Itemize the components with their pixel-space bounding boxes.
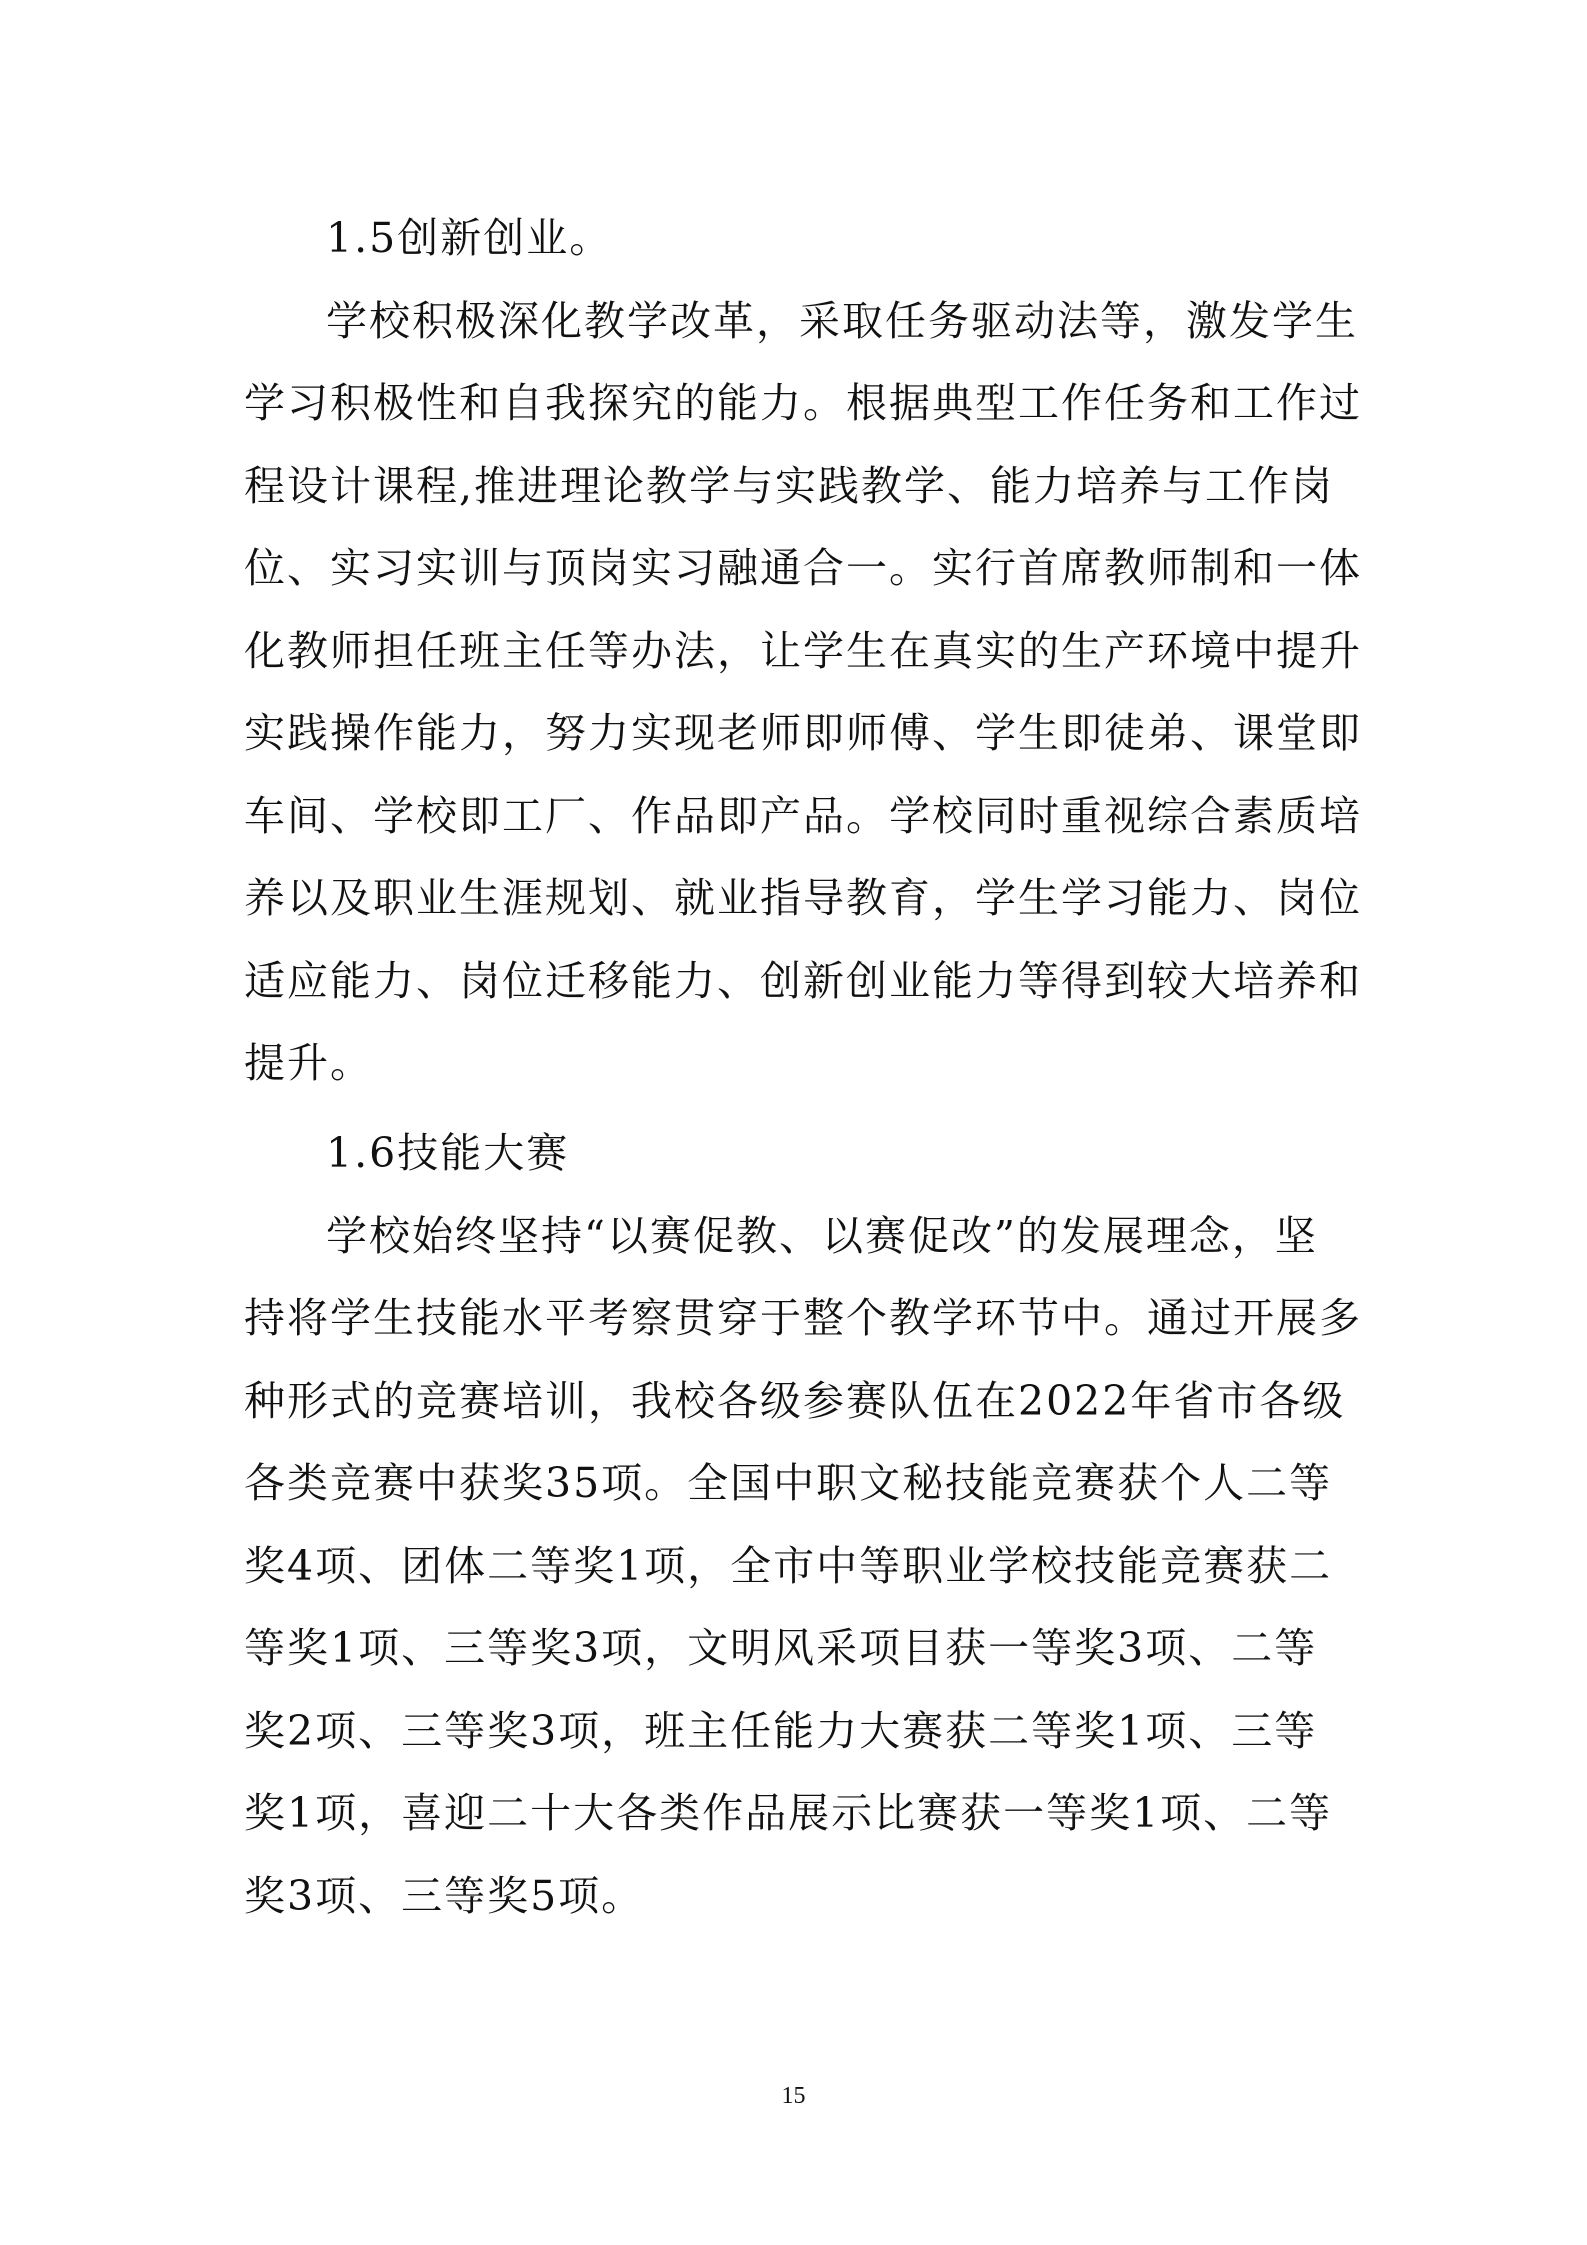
paragraph-line: 奖1项，喜迎二十大各类作品展示比赛获一等奖1项、二等: [244, 1789, 1333, 1837]
paragraph-line: 车间、学校即工厂、作品即产品。学校同时重视综合素质培: [244, 791, 1362, 840]
paragraph-line: 学校积极深化教学改革，采取任务驱动法等，激发学生: [326, 296, 1358, 345]
paragraph-line: 实践操作能力，努力实现老师即师傅、学生即徒弟、课堂即: [244, 709, 1362, 757]
paragraph-line: 适应能力、岗位迁移能力、创新创业能力等得到较大培养和: [244, 956, 1362, 1005]
paragraph-line: 种形式的竞赛培训，我校各级参赛队伍在2022年省市各级: [244, 1376, 1346, 1425]
paragraph-line: 持将学生技能水平考察贯穿于整个教学环节中。通过开展多: [244, 1294, 1362, 1342]
paragraph-line: 养以及职业生涯规划、就业指导教育，学生学习能力、岗位: [244, 874, 1362, 922]
paragraph-line: 提升。: [244, 1039, 373, 1087]
paragraph-line: 学习积极性和自我探究的能力。根据典型工作任务和工作过: [244, 379, 1362, 427]
paragraph-line: 化教师担任班主任等办法，让学生在真实的生产环境中提升: [244, 626, 1362, 675]
section-heading: 1.6技能大赛: [326, 1129, 570, 1177]
page-number: 15: [781, 2083, 806, 2109]
paragraph-line: 位、实习实训与顶岗实习融通合一。实行首席教师制和一体: [244, 544, 1362, 592]
paragraph-line: 程设计课程,推进理论教学与实践教学、能力培养与工作岗: [244, 461, 1335, 510]
paragraph-line: 奖2项、三等奖3项，班主任能力大赛获二等奖1项、三等: [244, 1706, 1318, 1755]
section-1-5: [244, 197, 1362, 1105]
paragraph-line: 奖3项、三等奖5项。: [244, 1871, 645, 1920]
paragraph-line: 学校始终坚持“以赛促教、以赛促改”的发展理念，坚: [326, 1211, 1318, 1260]
section-1-6: [244, 1112, 1362, 1937]
section-heading: 1.5创新创业。: [326, 214, 613, 262]
paragraph-line: 等奖1项、三等奖3项，文明风采项目获一等奖3项、二等: [244, 1624, 1318, 1672]
paragraph-line: 各类竞赛中获奖35项。全国中职文秘技能竞赛获个人二等: [244, 1459, 1333, 1507]
paragraph-line: 奖4项、团体二等奖1项，全市中等职业学校技能竞赛获二: [244, 1541, 1333, 1590]
